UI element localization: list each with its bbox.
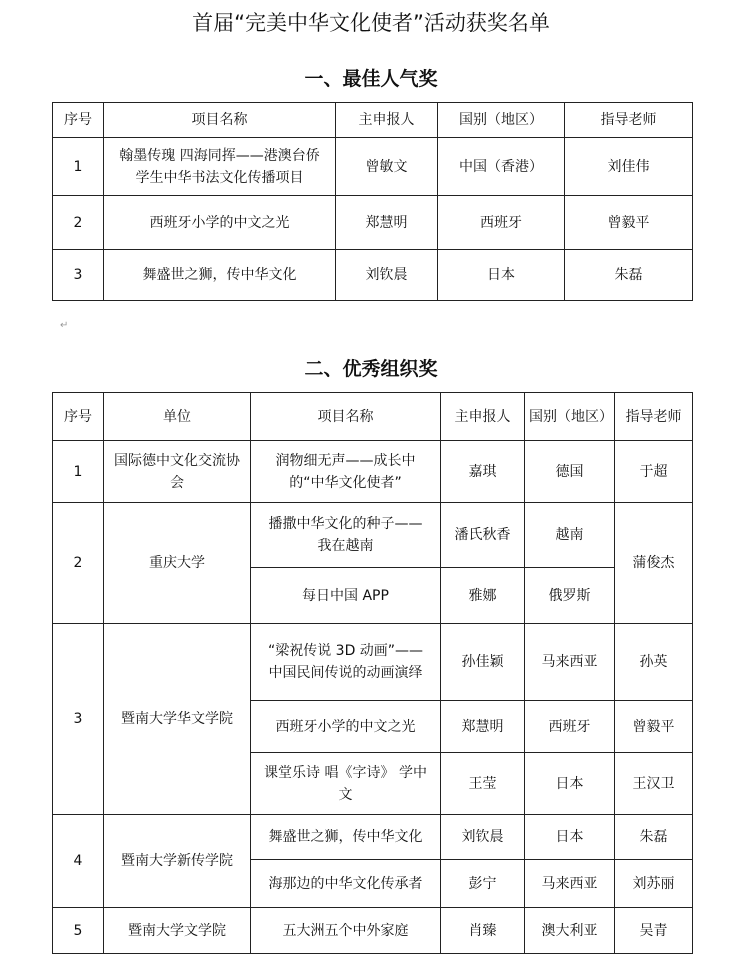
unit-name: 重庆大学: [104, 503, 251, 624]
teacher: 曾毅平: [565, 196, 693, 250]
country: 西班牙: [525, 701, 615, 753]
section-heading-organization: 二、优秀组织奖: [304, 358, 438, 380]
table-row: [53, 196, 693, 250]
teacher: 王汉卫: [615, 753, 693, 815]
project-name: 海那边的中华文化传承者: [251, 860, 441, 908]
project-name: 润物细无声——成长中的“中华文化使者”: [251, 441, 441, 503]
organization-award-table: [52, 392, 693, 954]
unit-name: 暨南大学文学院: [104, 908, 251, 954]
header-cell: 国别（地区）: [438, 103, 565, 138]
country: 马来西亚: [525, 860, 615, 908]
project-name: 舞盛世之狮，传中华文化: [104, 250, 336, 301]
table-row: [53, 441, 693, 503]
header-cell: 指导老师: [615, 393, 693, 441]
teacher: 吴青: [615, 908, 693, 954]
country: 越南: [525, 503, 615, 568]
table-row: [53, 624, 693, 701]
country: 日本: [438, 250, 565, 301]
paragraph-mark-icon: ↵: [60, 320, 69, 331]
header-cell: 项目名称: [251, 393, 441, 441]
project-name: 五大洲五个中外家庭: [251, 908, 441, 954]
teacher: 蒲俊杰: [615, 503, 693, 624]
country: 日本: [525, 753, 615, 815]
table-row: [53, 138, 693, 196]
teacher: 曾毅平: [615, 701, 693, 753]
table-row: [53, 908, 693, 954]
teacher: 朱磊: [565, 250, 693, 301]
teacher: 孙英: [615, 624, 693, 701]
popularity-award-table: [52, 102, 693, 301]
row-number: 5: [53, 908, 104, 954]
country: 俄罗斯: [525, 568, 615, 624]
table-header-row: [53, 393, 693, 441]
header-cell: 单位: [104, 393, 251, 441]
header-cell: 序号: [53, 393, 104, 441]
table-row: [53, 250, 693, 301]
row-number: 4: [53, 815, 104, 908]
applicant: 雅娜: [441, 568, 525, 624]
row-number: 3: [53, 624, 104, 815]
unit-name: 国际德中文化交流协会: [104, 441, 251, 503]
country: 西班牙: [438, 196, 565, 250]
country: 澳大利亚: [525, 908, 615, 954]
row-number: 2: [53, 503, 104, 624]
row-number: 3: [53, 250, 104, 301]
header-cell: 国别（地区）: [525, 393, 615, 441]
teacher: 于超: [615, 441, 693, 503]
project-name: “梁祝传说 3D 动画”——中国民间传说的动画演绎: [251, 624, 441, 701]
applicant: 孙佳颖: [441, 624, 525, 701]
header-cell: 指导老师: [565, 103, 693, 138]
country: 马来西亚: [525, 624, 615, 701]
applicant: 肖臻: [441, 908, 525, 954]
project-name: 舞盛世之狮，传中华文化: [251, 815, 441, 860]
header-cell: 主申报人: [336, 103, 438, 138]
header-cell: 项目名称: [104, 103, 336, 138]
applicant: 潘氏秋香: [441, 503, 525, 568]
project-name: 每日中国 APP: [251, 568, 441, 624]
document-title: 首届“完美中华文化使者”活动获奖名单: [192, 11, 550, 35]
country: 中国（香港）: [438, 138, 565, 196]
country: 日本: [525, 815, 615, 860]
project-name: 课堂乐诗 唱《字诗》 学中文: [251, 753, 441, 815]
teacher: 刘苏丽: [615, 860, 693, 908]
applicant: 王莹: [441, 753, 525, 815]
header-cell: 序号: [53, 103, 104, 138]
header-cell: 主申报人: [441, 393, 525, 441]
teacher: 刘佳伟: [565, 138, 693, 196]
applicant: 彭宁: [441, 860, 525, 908]
project-name: 播撒中华文化的种子——我在越南: [251, 503, 441, 568]
applicant: 刘钦晨: [336, 250, 438, 301]
applicant: 郑慧明: [441, 701, 525, 753]
teacher: 朱磊: [615, 815, 693, 860]
table-row: [53, 815, 693, 860]
row-number: 1: [53, 138, 104, 196]
applicant: 曾敏文: [336, 138, 438, 196]
project-name: 西班牙小学的中文之光: [251, 701, 441, 753]
table-header-row: [53, 103, 693, 138]
unit-name: 暨南大学华文学院: [104, 624, 251, 815]
applicant: 刘钦晨: [441, 815, 525, 860]
project-name: 翰墨传瑰 四海同挥——港澳台侨学生中华书法文化传播项目: [104, 138, 336, 196]
unit-name: 暨南大学新传学院: [104, 815, 251, 908]
project-name: 西班牙小学的中文之光: [104, 196, 336, 250]
row-number: 1: [53, 441, 104, 503]
country: 德国: [525, 441, 615, 503]
row-number: 2: [53, 196, 104, 250]
section-heading-popularity: 一、最佳人气奖: [304, 68, 438, 90]
table-row: [53, 503, 693, 568]
applicant: 郑慧明: [336, 196, 438, 250]
applicant: 嘉琪: [441, 441, 525, 503]
